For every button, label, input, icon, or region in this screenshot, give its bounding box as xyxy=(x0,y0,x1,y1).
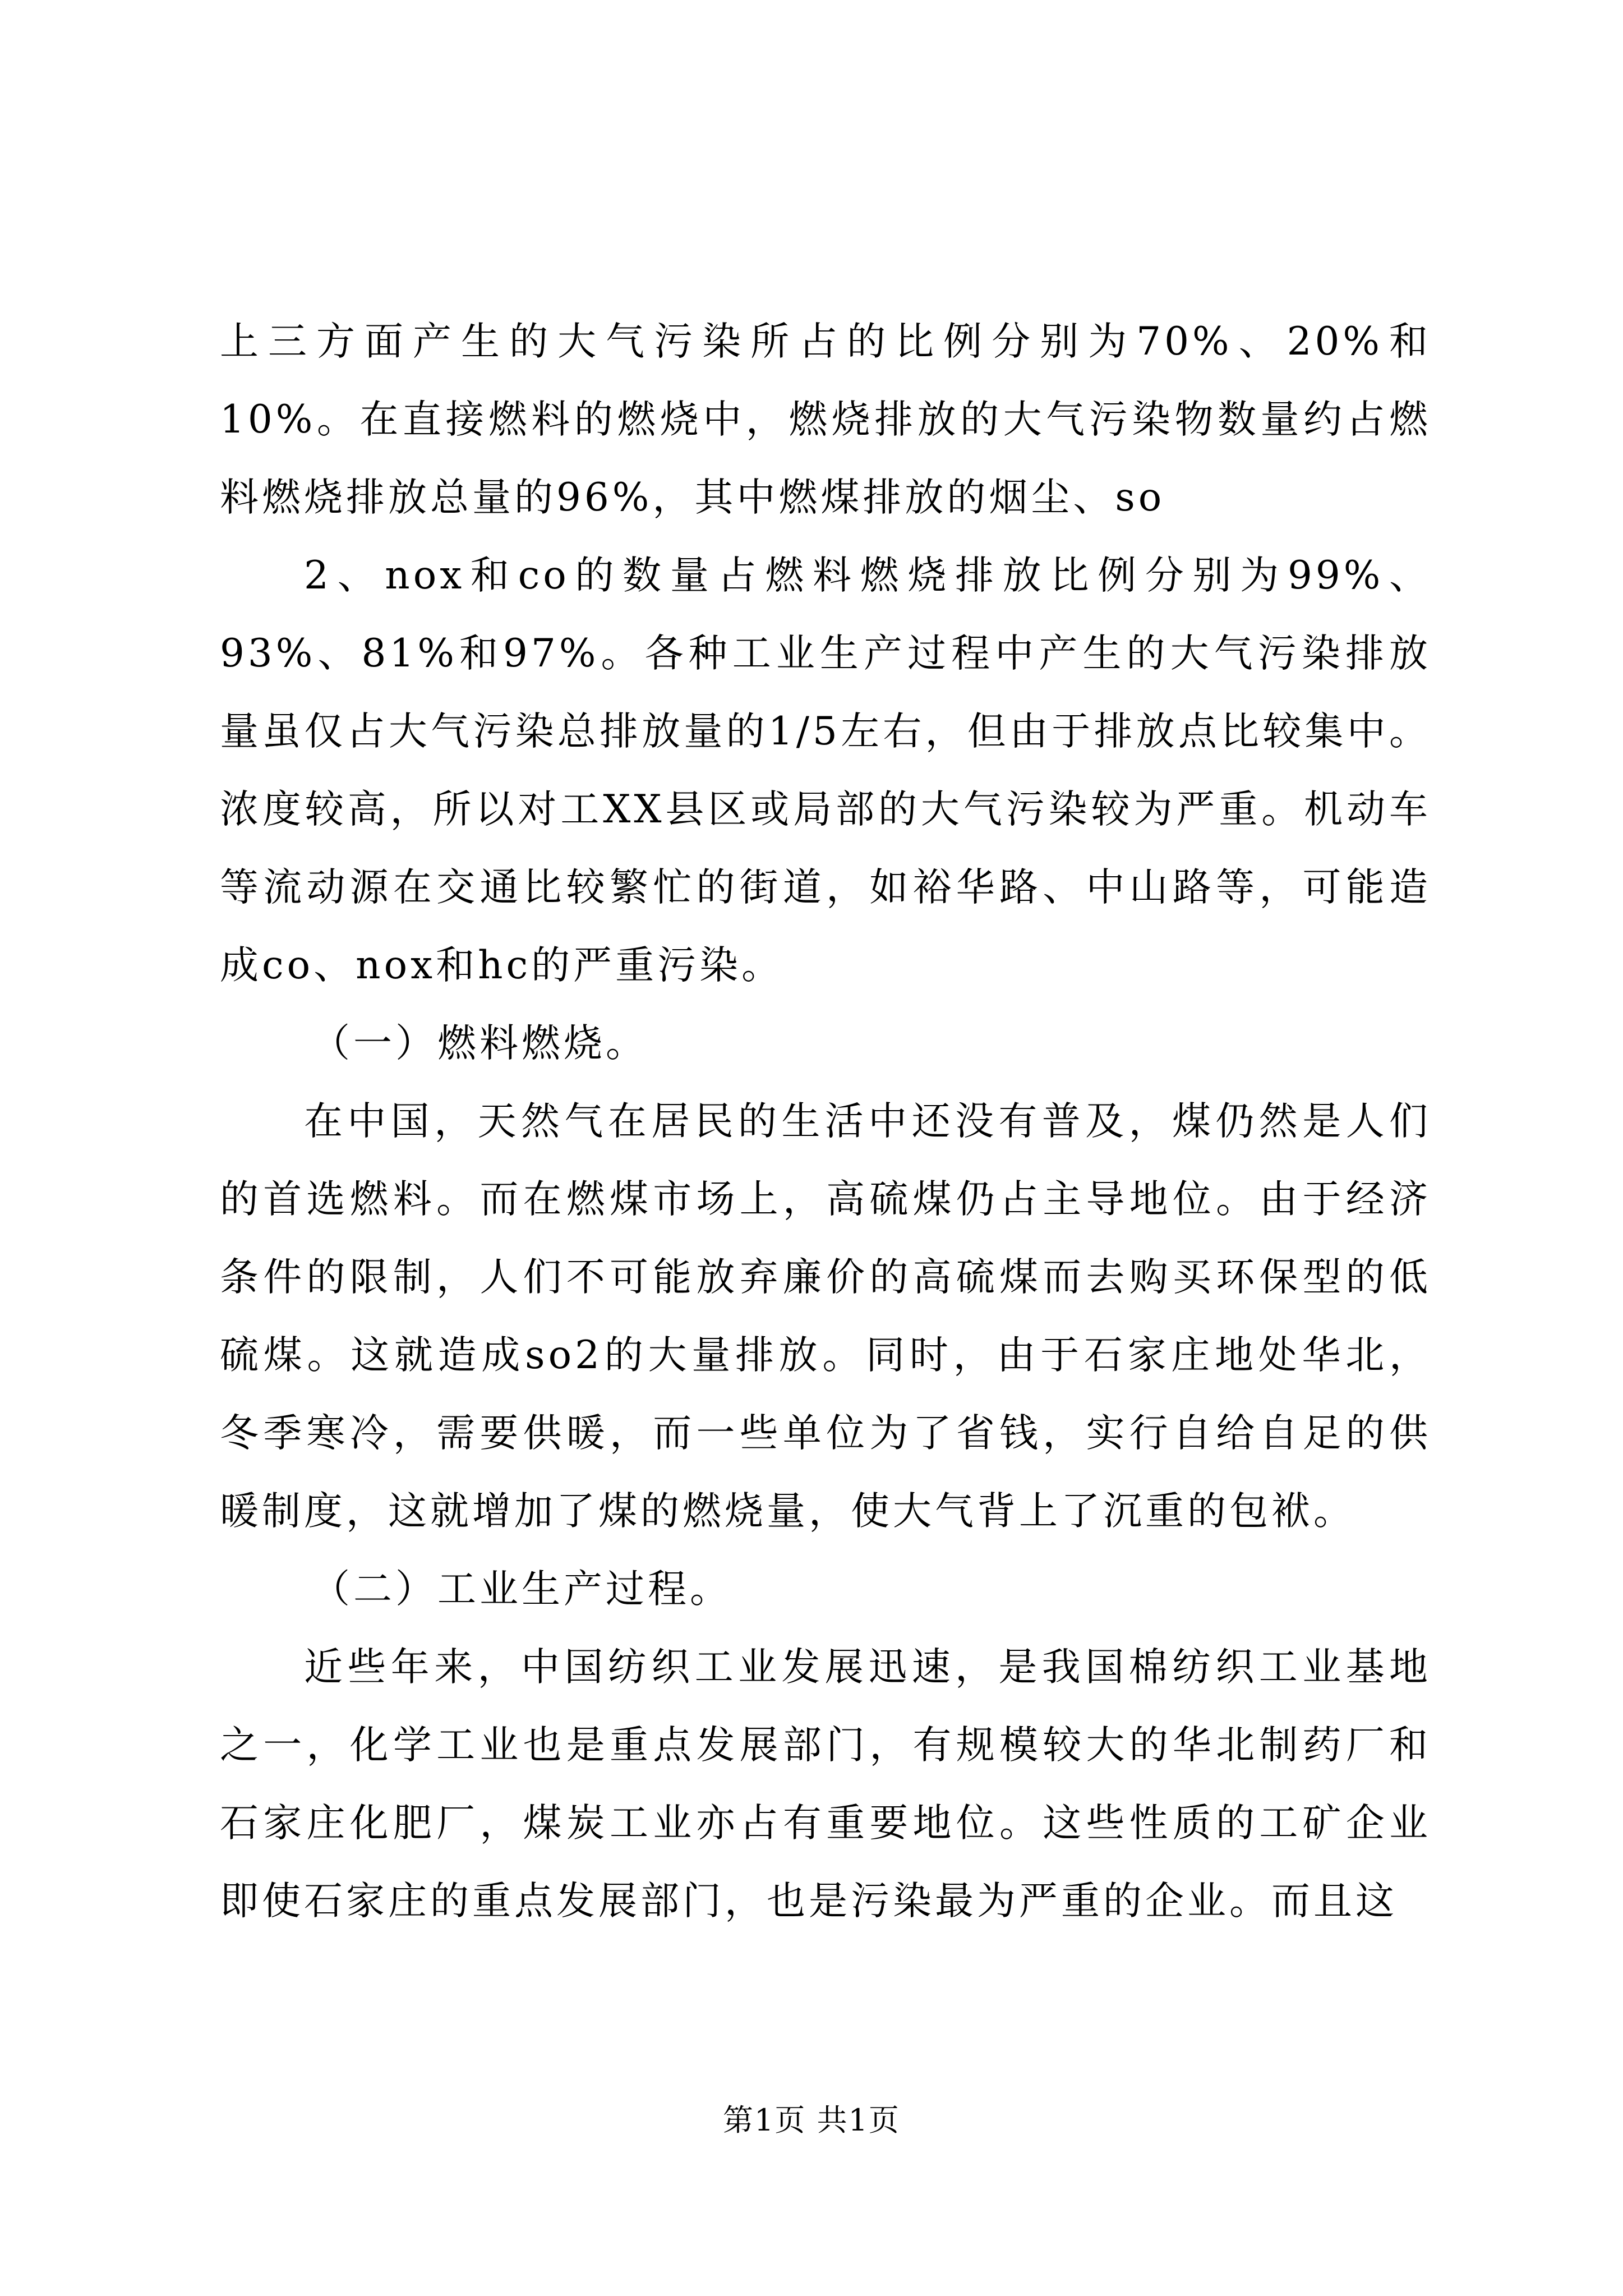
document-body xyxy=(220,303,1431,1940)
paragraph-coal-usage: 在中国，天然气在居民的生活中还没有普及，煤仍然是人们的首选燃料。而在燃煤市场上，高硫煤仍占主导地位。由于经济条件的限制，人们不可能放弃廉价的高硫煤而去购买环保型的低硫煤。这就造成so2的大量排放。同时，由于石家庄地处华北，冬季寒冷，需要供暖，而一些单位为了省钱，实行自给自足的供暖制度，这就增加了煤的燃烧量，使大气背上了沉重的包袱。 xyxy=(220,1099,1431,1534)
page-number-footer: 第1页 共1页 xyxy=(723,2102,900,2138)
paragraph-emission-ratios: 2、nox和co的数量占燃料燃烧排放比例分别为99%、93%、81%和97%。各种工业生产过程中产生的大气污染排放量虽仅占大气污染总排放量的1/5左右，但由于排放点比较集中。浓度较高，所以对工XX县区或局部的大气污染较为严重。机动车等流动源在交通比较繁忙的街道，如裕华路、中山路等，可能造成co、nox和hc的严重污染。 xyxy=(220,553,1431,988)
paragraph-pollution-proportions: 上三方面产生的大气污染所占的比例分别为70%、20%和10%。在直接燃料的燃烧中，燃烧排放的大气污染物数量约占燃料燃烧排放总量的96%，其中燃煤排放的烟尘、so xyxy=(220,319,1431,520)
paragraph-industry-development: 近些年来，中国纺织工业发展迅速，是我国棉纺织工业基地之一，化学工业也是重点发展部门，有规模较大的华北制药厂和石家庄化肥厂，煤炭工业亦占有重要地位。这些性质的工矿企业即使石家庄的重点发展部门，也是污染最为严重的企业。而且这 xyxy=(220,1645,1431,1924)
heading-industrial-process: （二）工业生产过程。 xyxy=(311,1567,732,1612)
heading-fuel-combustion: （一）燃料燃烧。 xyxy=(311,1021,648,1066)
